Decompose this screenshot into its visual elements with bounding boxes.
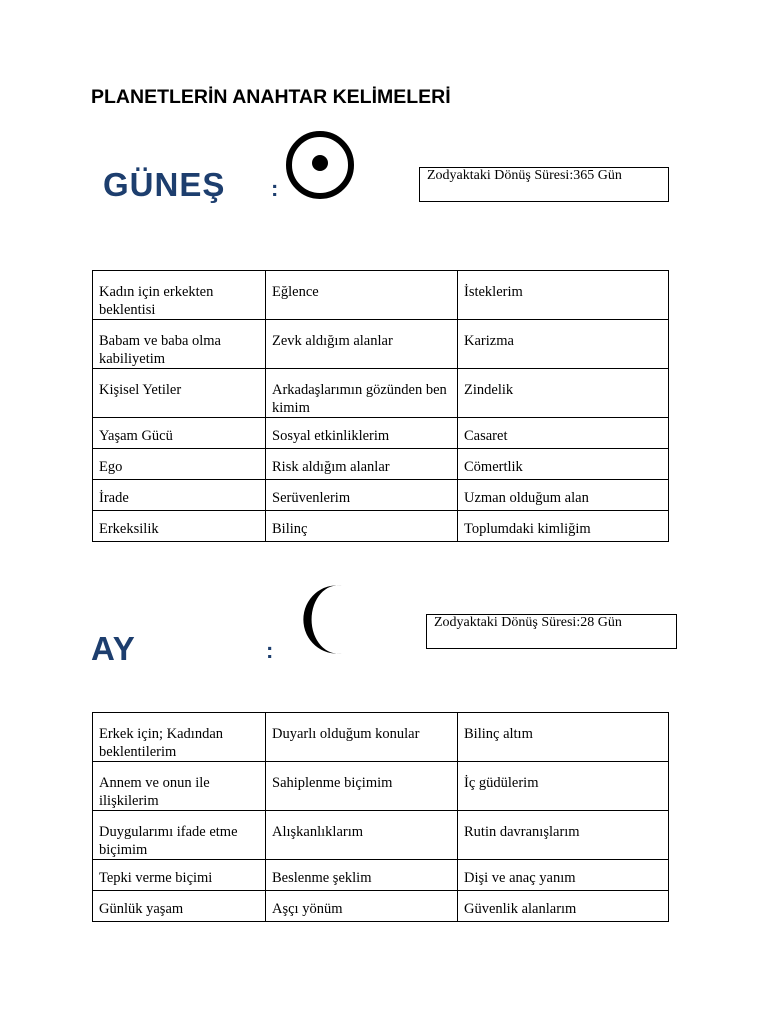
table-cell: İç güdülerim [458,762,669,811]
table-row [93,418,669,449]
table-row [93,320,669,369]
table-cell: Rutin davranışlarım [458,811,669,860]
planet-colon: : [271,176,279,201]
table-cell: Kişisel Yetiler [93,369,266,418]
orbital-period-text: Zodyaktaki Dönüş Süresi:28 Gün [434,615,622,630]
table-cell: Duyarlı olduğum konular [266,713,458,762]
table-cell: Risk aldığım alanlar [266,449,458,480]
table-row [93,480,669,511]
table-cell: Casaret [458,418,669,449]
planet-name-gunes: GÜNEŞ [103,166,226,203]
table-row [93,369,669,418]
table-row [93,860,669,891]
table-cell: Beslenme şeklim [266,860,458,891]
table-cell: Günlük yaşam [93,891,266,922]
moon-symbol-icon [286,583,348,657]
table-cell: Sahiplenme biçimim [266,762,458,811]
table-cell: Erkeksilik [93,511,266,542]
table-cell: Erkek için; Kadından beklentilerim [93,713,266,762]
table-cell: Bilinç [266,511,458,542]
table-cell: Bilinç altım [458,713,669,762]
table-cell: Karizma [458,320,669,369]
table-cell: Serüvenlerim [266,480,458,511]
table-row [93,449,669,480]
table-cell: Sosyal etkinliklerim [266,418,458,449]
table-row [93,511,669,542]
page-title: PLANETLERİN ANAHTAR KELİMELERİ [91,86,451,108]
table-cell: Güvenlik alanlarım [458,891,669,922]
planet-name-ay: AY [91,630,136,667]
orbital-period-box [419,167,669,202]
table-cell: Tepki verme biçimi [93,860,266,891]
table-cell: Toplumdaki kimliğim [458,511,669,542]
planet-colon: : [266,638,274,663]
sun-symbol-icon [284,131,356,203]
table-cell: İrade [93,480,266,511]
table-cell: Arkadaşlarımın gözünden ben kimim [266,369,458,418]
table-cell: Zindelik [458,369,669,418]
table-row [93,271,669,320]
table-cell: Duygularımı ifade etme biçimim [93,811,266,860]
table-cell: Alışkanlıklarım [266,811,458,860]
table-cell: Yaşam Gücü [93,418,266,449]
table-row [93,713,669,762]
table-cell: Uzman olduğum alan [458,480,669,511]
table-cell: Eğlence [266,271,458,320]
table-cell: İsteklerim [458,271,669,320]
table-cell: Cömertlik [458,449,669,480]
table-cell: Ego [93,449,266,480]
orbital-period-text: Zodyaktaki Dönüş Süresi:365 Gün [427,168,622,183]
table-cell: Babam ve baba olma kabiliyetim [93,320,266,369]
table-cell: Annem ve onun ile ilişkilerim [93,762,266,811]
keyword-table-gunes [92,270,669,542]
keyword-table-ay [92,712,669,922]
table-cell: Kadın için erkekten beklentisi [93,271,266,320]
table-row [93,762,669,811]
table-cell: Zevk aldığım alanlar [266,320,458,369]
table-cell: Dişi ve anaç yanım [458,860,669,891]
table-row [93,811,669,860]
table-row [93,891,669,922]
table-cell: Aşçı yönüm [266,891,458,922]
orbital-period-box [426,614,677,649]
